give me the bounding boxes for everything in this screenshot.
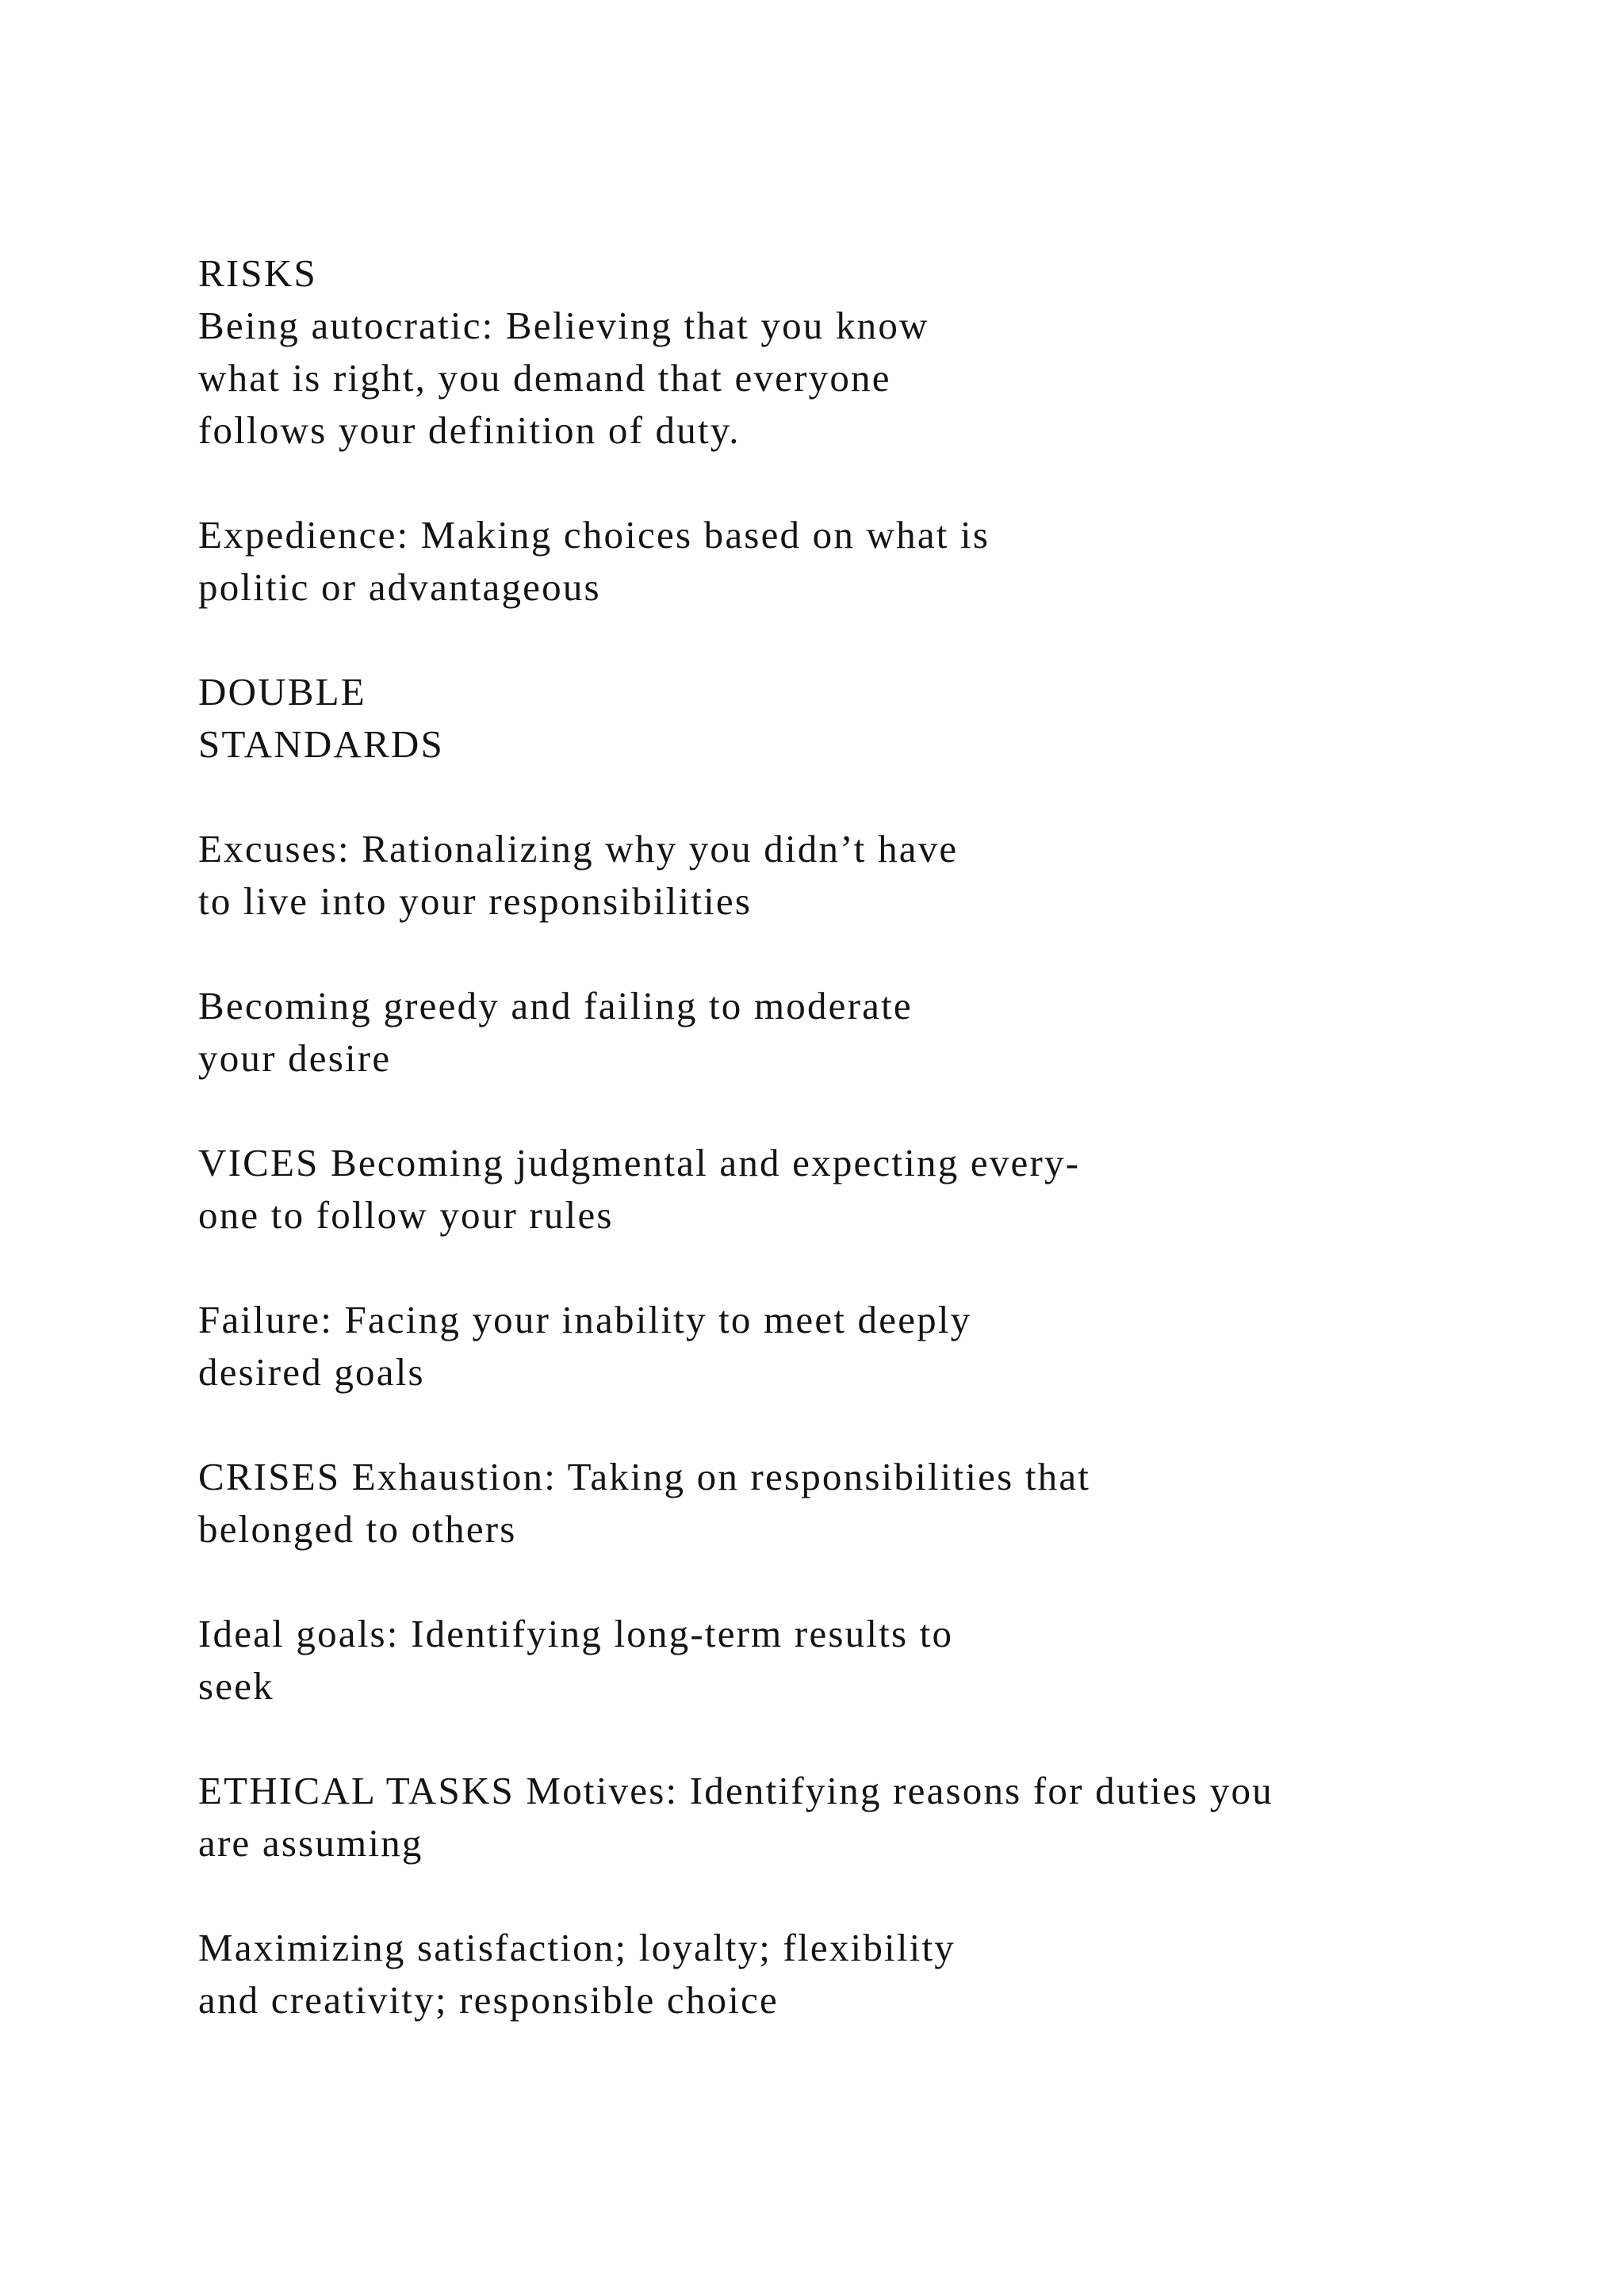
vices-block [198, 1137, 1546, 1242]
text-line: Maximizing satisfaction; loyalty; flexibility [198, 1926, 956, 1969]
text-line: Failure: Facing your inability to meet deeply [198, 1298, 972, 1341]
text-line: STANDARDS [198, 722, 444, 766]
text-line: what is right, you demand that everyone [198, 356, 891, 400]
text-line: Becoming greedy and failing to moderate [198, 984, 913, 1027]
text-line: are assuming [198, 1821, 423, 1865]
text-line: Ideal goals: Identifying long-term results to [198, 1612, 954, 1655]
ideal-goals-block [198, 1608, 1546, 1712]
failure-block [198, 1294, 1546, 1399]
text-line: belonged to others [198, 1507, 517, 1551]
crises-block [198, 1451, 1546, 1556]
maximizing-block [198, 1922, 1546, 2026]
text-line: your desire [198, 1036, 392, 1080]
ethical-tasks-block [198, 1765, 1546, 1869]
text-line: desired goals [198, 1350, 425, 1394]
text-line: follows your definition of duty. [198, 408, 741, 452]
text-line: seek [198, 1664, 274, 1708]
text-line: DOUBLE [198, 670, 366, 714]
text-line: Expedience: Making choices based on what is [198, 513, 990, 557]
text-line: and creativity; responsible choice [198, 1978, 779, 2022]
text-line: one to follow your rules [198, 1193, 614, 1237]
text-line: VICES Becoming judgmental and expecting every- [198, 1141, 1081, 1184]
document-body [198, 247, 1546, 2079]
double-standards-block [198, 666, 1546, 771]
text-line: Being autocratic: Believing that you know [198, 304, 929, 347]
excuses-block [198, 823, 1546, 928]
text-line: ETHICAL TASKS Motives: Identifying reasons for duties you [198, 1769, 1274, 1812]
text-line: RISKS [198, 251, 317, 295]
text-line: to live into your responsibilities [198, 879, 753, 923]
expedience-block [198, 509, 1546, 614]
text-line: CRISES Exhaustion: Taking on responsibilities that [198, 1455, 1091, 1498]
text-line: Excuses: Rationalizing why you didn’t have [198, 827, 959, 871]
greed-block [198, 980, 1546, 1085]
text-line: politic or advantageous [198, 565, 601, 609]
risks-block [198, 247, 1546, 457]
